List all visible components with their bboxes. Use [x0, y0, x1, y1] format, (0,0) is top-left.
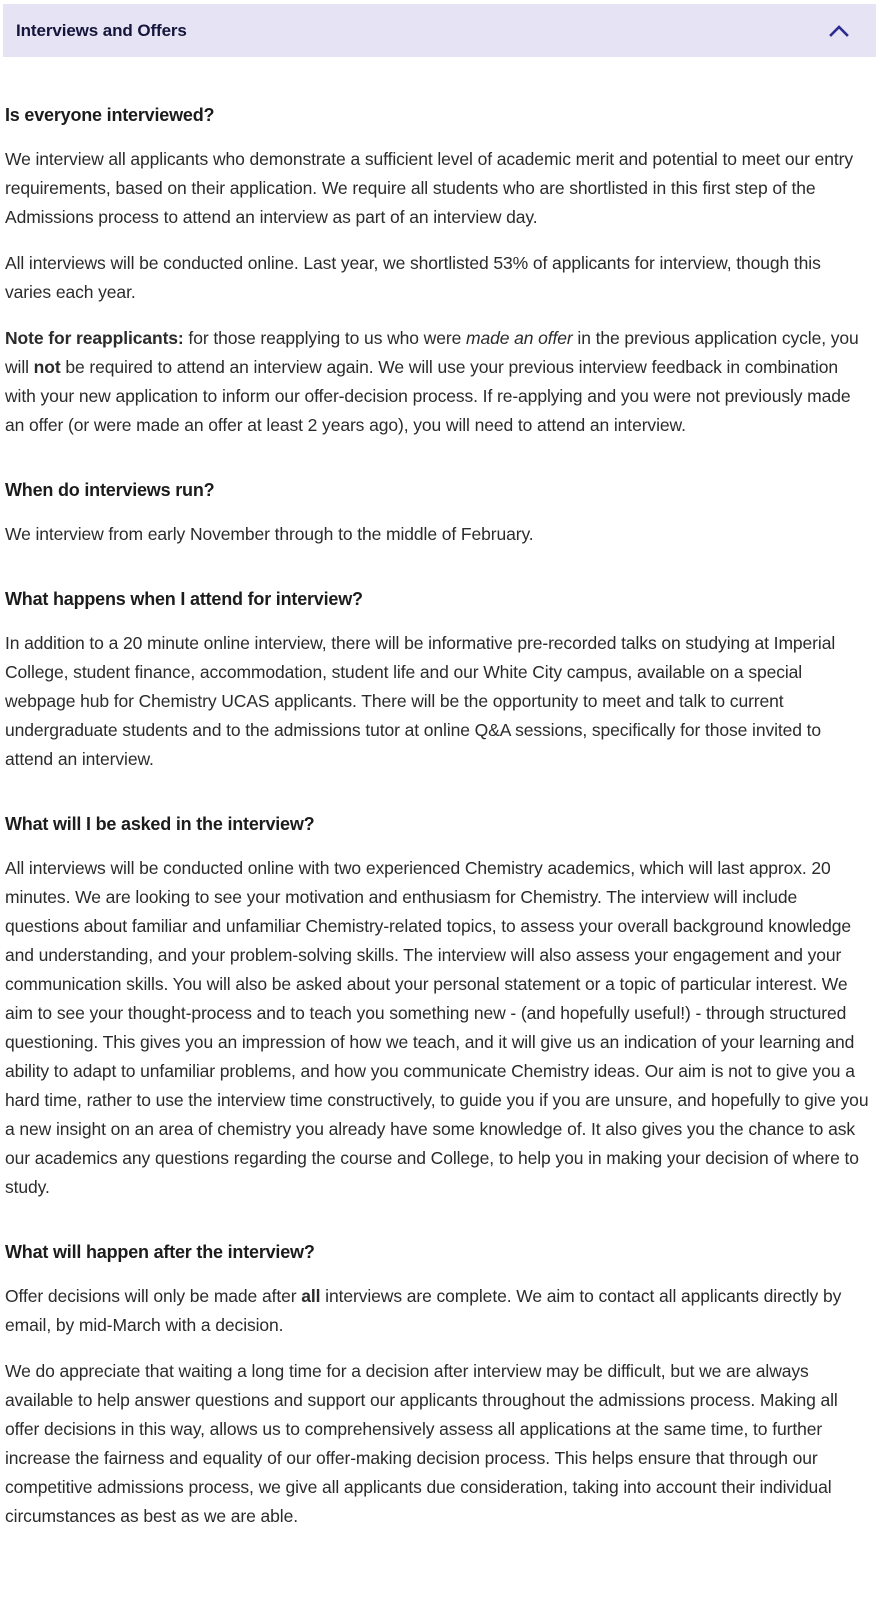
- answer-paragraph: [5, 629, 870, 774]
- text-run: for those reapplying to us who were: [183, 328, 466, 348]
- question-heading: [5, 101, 870, 130]
- bold-text: all: [301, 1286, 321, 1306]
- accordion-header[interactable]: [3, 4, 876, 57]
- bold-text: not: [33, 357, 61, 377]
- question-heading: [5, 476, 870, 505]
- text-run: All interviews will be conducted online. Last year, we shortlisted 53% of applicants for interview, though this varies each year.: [5, 253, 821, 302]
- answer-paragraph: [5, 1357, 870, 1531]
- text-run: When do interviews run?: [5, 480, 215, 500]
- text-run: What happens when I attend for interview?: [5, 589, 363, 609]
- answer-paragraph: [5, 520, 870, 549]
- answer-paragraph: [5, 324, 870, 440]
- text-run: We interview from early November through to the middle of February.: [5, 524, 534, 544]
- answer-paragraph: [5, 854, 870, 1202]
- text-run: What will I be asked in the interview?: [5, 814, 315, 834]
- answer-paragraph: [5, 1282, 870, 1340]
- question-heading: [5, 810, 870, 839]
- accordion-title: Interviews and Offers: [16, 20, 187, 40]
- text-run: What will happen after the interview?: [5, 1242, 315, 1262]
- text-run: In addition to a 20 minute online interview, there will be informative pre-recorded talks on studying at Imperial College, student finance, accommodation, student life and our White City campus, available on a special webpage hub for Chemistry UCAS applicants. There will be the opportunity to meet and talk to current undergraduate students and to the admissions tutor at online Q&A sessions, specifically for those invited to attend an interview.: [5, 633, 836, 769]
- text-run: We interview all applicants who demonstrate a sufficient level of academic merit and potential to meet our entry requirements, based on their application. We require all students who are shortlisted in this first step of the Admissions process to attend an interview as part of an interview day.: [5, 149, 854, 227]
- text-run: Is everyone interviewed?: [5, 105, 215, 125]
- text-run: We do appreciate that waiting a long time for a decision after interview may be difficult, but we are always available to help answer questions and support our applicants throughout the admissions process. Making all offer decisions in this way, allows us to comprehensively assess all applications at the same time, to further increase the fairness and equality of our offer-making decision process. This helps ensure that through our competitive admissions process, we give all applicants due consideration, taking into account their individual circumstances as best as we are able.: [5, 1361, 838, 1526]
- answer-paragraph: [5, 249, 870, 307]
- accordion-content: [0, 57, 876, 1561]
- question-heading: [5, 585, 870, 614]
- text-run: interviews are complete. We aim to contact all applicants directly by email, by mid-March with a decision.: [5, 1286, 842, 1335]
- italic-text: made an offer: [465, 328, 573, 348]
- answer-paragraph: [5, 145, 870, 232]
- question-heading: [5, 1238, 870, 1267]
- text-run: be required to attend an interview again. We will use your previous interview feedback in combination with your new application to inform our offer-decision process. If re-applying and you were not previously made an offer (or were made an offer at least 2 years ago), you will need to attend an interview.: [5, 357, 851, 435]
- accordion-interviews-and-offers: [0, 4, 876, 1561]
- text-run: Offer decisions will only be made after: [5, 1286, 302, 1306]
- text-run: in the previous application cycle, you will: [5, 328, 859, 377]
- bold-text: Note for reapplicants:: [5, 328, 184, 348]
- text-run: All interviews will be conducted online with two experienced Chemistry academics, which will last approx. 20 minutes. We are looking to see your motivation and enthusiasm for Chemistry. The interview will include questions about familiar and unfamiliar Chemistry-related topics, to assess your overall background knowledge and understanding, and your problem-solving skills. The interview will also assess your engagement and your communication skills. You will also be asked about your personal statement or a topic of particular interest. We aim to see your thought-process and to teach you something new - (and hopefully useful!) - through structured questioning. This gives you an impression of how we teach, and it will give us an indication of your learning and ability to adapt to unfamiliar problems, and how you communicate Chemistry ideas. Our aim is not to give you a hard time, rather to use the interview time constructively, to guide you if you are unsure, and hopefully to give you a new insight on an area of chemistry you already have some knowledge of. It also gives you the chance to ask our academics any questions regarding the course and College, to help you in making your decision of where to study.: [5, 858, 869, 1197]
- chevron-up-icon[interactable]: [828, 20, 850, 42]
